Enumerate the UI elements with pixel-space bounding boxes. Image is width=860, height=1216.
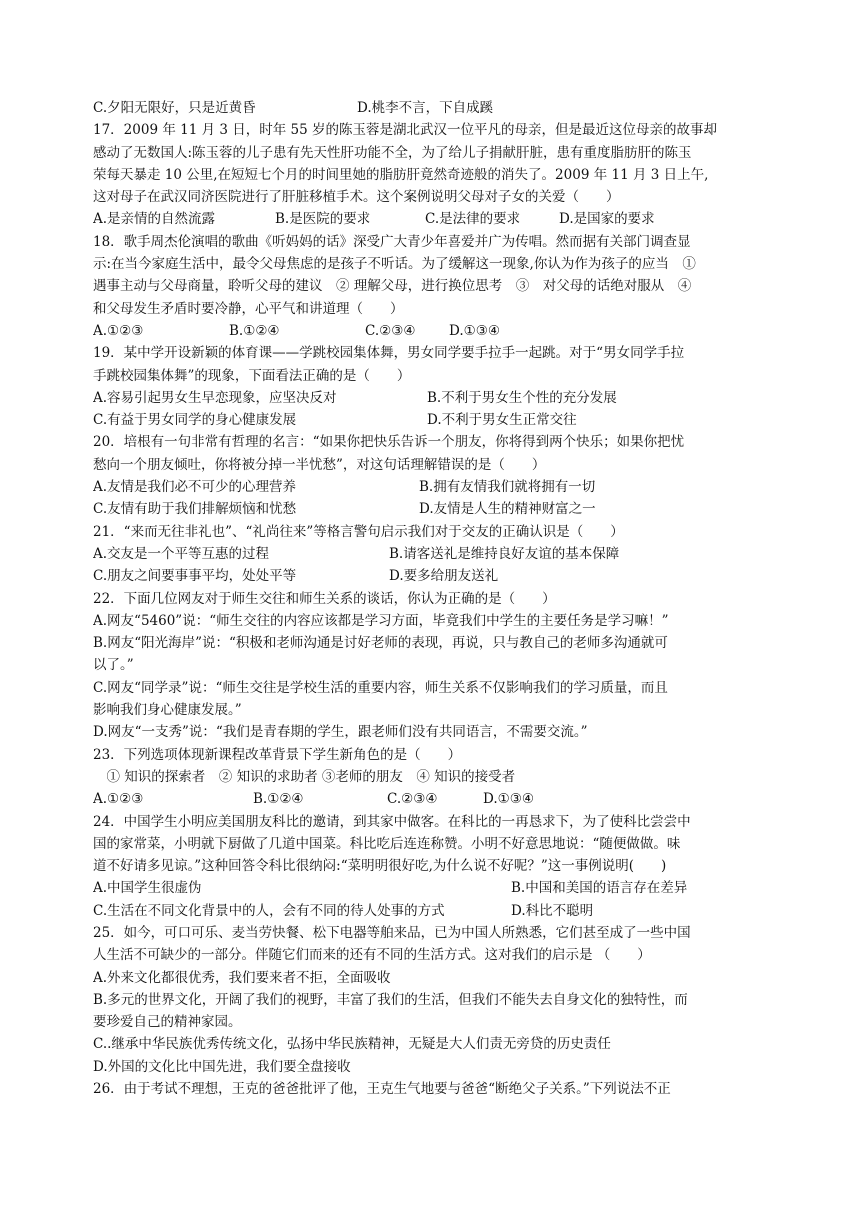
answer-option: A.①②③ — [93, 791, 144, 808]
text-line: D.外国的文化比中国先进，我们要全盘接收 — [93, 1058, 351, 1075]
text-line: C.网友“同学录”说：“师生交往是学校生活的重要内容，师生关系不仅影响我们的学习质量，而且 — [93, 679, 668, 696]
answer-option: C.②③④ — [387, 791, 438, 808]
answer-option: C.是法律的要求 — [425, 211, 521, 228]
text-line: 和父母发生矛盾时要冷静，心平气和讲道理（ ） — [93, 300, 404, 317]
text-line — [93, 543, 769, 565]
text-line — [93, 97, 769, 119]
text-line: 要珍爱自己的精神家园。 — [93, 1014, 242, 1031]
text-line — [93, 476, 769, 498]
answer-option: B.是医院的要求 — [275, 211, 371, 228]
answer-option: A.交友是一个平等互惠的过程 — [93, 545, 270, 562]
answer-option: C.有益于男女同学的身心健康发展 — [93, 412, 297, 429]
answer-option: B.中国和美国的语言存在差异 — [511, 880, 688, 897]
answer-option: D.不利于男女生正常交往 — [427, 412, 577, 429]
answer-option: D.①③④ — [483, 791, 534, 808]
answer-option: A.是亲情的自然流露 — [93, 211, 216, 228]
text-line: 国的家常菜，小明就下厨做了几道中国菜。科比吃后连连称赞。小明不好意思地说：“随便做做。味 — [93, 835, 681, 852]
text-line: 23．下列选项体现新课程改革背景下学生新角色的是（ ） — [93, 746, 462, 763]
text-line: 24．中国学生小明应美国朋友科比的邀请，到其家中做客。在科比的一再恳求下，为了使科比尝尝中 — [93, 813, 691, 830]
answer-option: C.夕阳无限好，只是近黄昏 — [93, 100, 256, 116]
answer-option: A.中国学生很虚伪 — [93, 880, 202, 897]
answer-option: A.友情是我们必不可少的心理营养 — [93, 479, 297, 496]
answer-option: D.桃李不言，下自成蹊 — [357, 100, 494, 116]
text-line: A.网友“5460”说：“师生交往的内容应该都是学习方面，毕竟我们中学生的主要任务是学习嘛！” — [93, 612, 669, 629]
answer-option: C.友情有助于我们排解烦恼和忧愁 — [93, 501, 297, 518]
text-line: A.外来文化都很优秀，我们要来者不拒，全面吸收 — [93, 969, 391, 986]
text-line: 20．培根有一句非常有哲理的名言：“如果你把快乐告诉一个朋友，你将得到两个快乐；如果你把忧 — [93, 434, 685, 451]
answer-option: B.①②④ — [229, 322, 280, 339]
text-line: B.多元的世界文化，开阔了我们的视野，丰富了我们的生活，但我们不能失去自身文化的独特性，而 — [93, 991, 688, 1008]
answer-option: D.①③④ — [449, 322, 500, 339]
text-line: 26．由于考试不理想，王克的爸爸批评了他，王克生气地要与爸爸“断绝父子关系。”下列说法不正 — [93, 1081, 671, 1098]
text-line — [93, 320, 769, 342]
answer-option: A.①②③ — [93, 322, 144, 339]
answer-option: D.友情是人生的精神财富之一 — [419, 501, 596, 518]
text-line: 愁向一个朋友倾吐，你将被分掉一半忧愁”，对这句话理解错误的是（ ） — [93, 456, 546, 473]
answer-option: C.②③④ — [365, 322, 416, 339]
text-line — [93, 565, 769, 587]
text-line: 22．下面几位网友对于师生交往和师生关系的谈话，你认为正确的是（ ） — [93, 590, 556, 607]
text-line — [93, 409, 769, 431]
exam-page — [93, 97, 769, 1100]
text-line: 25．如今，可口可乐、麦当劳快餐、松下电器等舶来品，已为中国人所熟悉，它们甚至成了一些中国 — [93, 924, 691, 941]
text-line: 人生活不可缺少的一部分。伴随它们而来的还有不同的生活方式。这对我们的启示是 （ ） — [93, 947, 651, 964]
text-line: 21．“来而无往非礼也”、“礼尚往来”等格言警句启示我们对于交友的正确认识是（ ） — [93, 523, 624, 540]
answer-option: B.拥有友情我们就将拥有一切 — [419, 479, 596, 496]
text-line: 荣每天暴走 10 公里,在短短七个月的时间里她的脂肪肝竟然奇迹般的消失了。2009 年 11 月 3 日上午, — [93, 166, 709, 183]
answer-option: C.生活在不同文化背景中的人，会有不同的待人处事的方式 — [93, 902, 445, 919]
text-line: 遇事主动与父母商量，聆听父母的建议 ② 理解父母，进行换位思考 ③ 对父母的话绝对服从 ④ — [93, 278, 692, 295]
answer-option: D.是国家的要求 — [559, 211, 655, 228]
text-line: C..继承中华民族优秀传统文化，弘扬中华民族精神，无疑是大人们责无旁贷的历史责任 — [93, 1036, 611, 1053]
text-line: D.网友“一支秀”说：“我们是青春期的学生，跟老师们没有共同语言，不需要交流。” — [93, 724, 588, 741]
answer-option: A.容易引起男女生早恋现象，应坚决反对 — [93, 389, 337, 406]
text-line — [93, 498, 769, 520]
text-line: 以了。” — [93, 657, 134, 674]
text-line: 手跳校园集体舞”的现象，下面看法正确的是（ ） — [93, 367, 411, 384]
text-line: 示:在当今家庭生活中，最令父母焦虑的是孩子不听话。为了缓解这一现象,你认为作为孩子的应当 ① — [93, 256, 696, 273]
answer-option: B.请客送礼是维持良好友谊的基本保障 — [389, 545, 620, 562]
text-line: 这对母子在武汉同济医院进行了肝脏移植手术。这个案例说明父母对子女的关爱（ ） — [93, 189, 620, 206]
text-line: 19．某中学开设新颖的体育课——学跳校园集体舞，男女同学要手拉手一起跳。对于“男女同学手拉 — [93, 345, 685, 362]
text-line — [93, 900, 769, 922]
text-line: 影响我们身心健康发展。” — [93, 702, 242, 719]
answer-option: B.①②④ — [253, 791, 304, 808]
answer-option: B.不利于男女生个性的充分发展 — [427, 389, 617, 406]
text-line — [93, 788, 769, 810]
text-line: 道不好请多见谅。”这种回答令科比很纳闷:“菜明明很好吃,为什么说不好呢？”这一事例说明( ) — [93, 858, 667, 875]
answer-option: D.科比不聪明 — [511, 902, 594, 919]
text-line: 感动了无数国人:陈玉蓉的儿子患有先天性肝功能不全，为了给儿子捐献肝脏，患有重度脂肪肝的陈玉 — [93, 144, 692, 161]
text-line — [93, 208, 769, 230]
text-line: 17．2009 年 11 月 3 日，时年 55 岁的陈玉蓉是湖北武汉一位平凡的母亲，但是最近这位母亲的故事却 — [93, 122, 718, 139]
answer-option: C.朋友之间要事事平均，处处平等 — [93, 568, 297, 585]
text-line — [93, 387, 769, 409]
text-line — [93, 877, 769, 899]
text-line: 18．歌手周杰伦演唱的歌曲《听妈妈的话》深受广大青少年喜爱并广为传唱。然而据有关部门调查显 — [93, 233, 691, 250]
answer-option: D.要多给朋友送礼 — [389, 568, 499, 585]
text-line: ① 知识的探索者 ② 知识的求助者 ③老师的朋友 ④ 知识的接受者 — [93, 768, 516, 785]
text-line: B.网友“阳光海岸”说：“积极和老师沟通是讨好老师的表现，再说，只与教自己的老师多沟通就可 — [93, 635, 668, 652]
